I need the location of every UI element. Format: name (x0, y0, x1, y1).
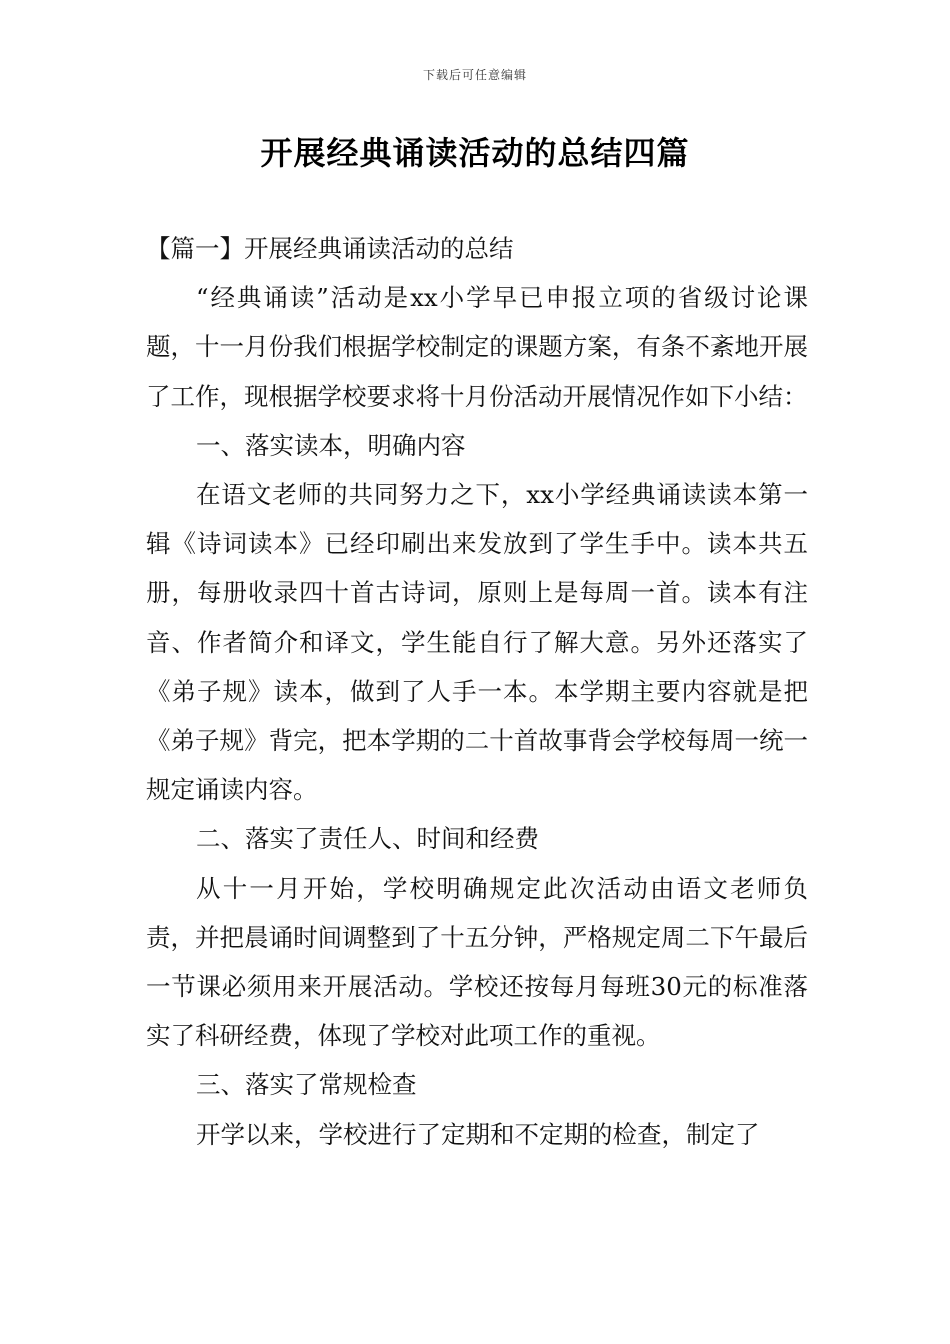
subheading-3: 三、落实了常规检查 (196, 1070, 417, 1100)
document-title: 开展经典诵读活动的总结四篇 (260, 134, 690, 172)
paragraph-2: 从十一月开始，学校明确规定此次活动由语文老师负责，并把晨诵时间调整到了十五分钟，严格规定周二下午最后一节课必须用来开展活动。学校还按每月每班30元的标准落实了科研经费，体现了学校对此项工作的重视。 (146, 873, 808, 1051)
header-note: 下载后可任意编辑 (422, 68, 527, 82)
document-body (146, 224, 808, 1159)
paragraph-3: 开学以来，学校进行了定期和不定期的检查，制定了 (196, 1119, 760, 1149)
paragraph-1: 在语文老师的共同努力之下，xx小学经典诵读读本第一辑《诗词读本》已经印刷出来发放到了学生手中。读本共五册，每册收录四十首古诗词，原则上是每周一首。读本有注音、作者简介和译文，学生能自行了解大意。另外还落实了《弟子规》读本，做到了人手一本。本学期主要内容就是把《弟子规》背完，把本学期的二十首故事背会学校每周一统一规定诵读内容。 (146, 480, 808, 805)
subheading-1: 一、落实读本，明确内容 (196, 430, 466, 460)
subheading-2: 二、落实了责任人、时间和经费 (196, 824, 539, 854)
paragraph-intro: “经典诵读”活动是xx小学早已申报立项的省级讨论课题，十一月份我们根据学校制定的课题方案，有条不紊地开展了工作，现根据学校要求将十月份活动开展情况作如下小结： (146, 283, 808, 411)
section-heading: 【篇一】开展经典诵读活动的总结 (146, 234, 514, 263)
